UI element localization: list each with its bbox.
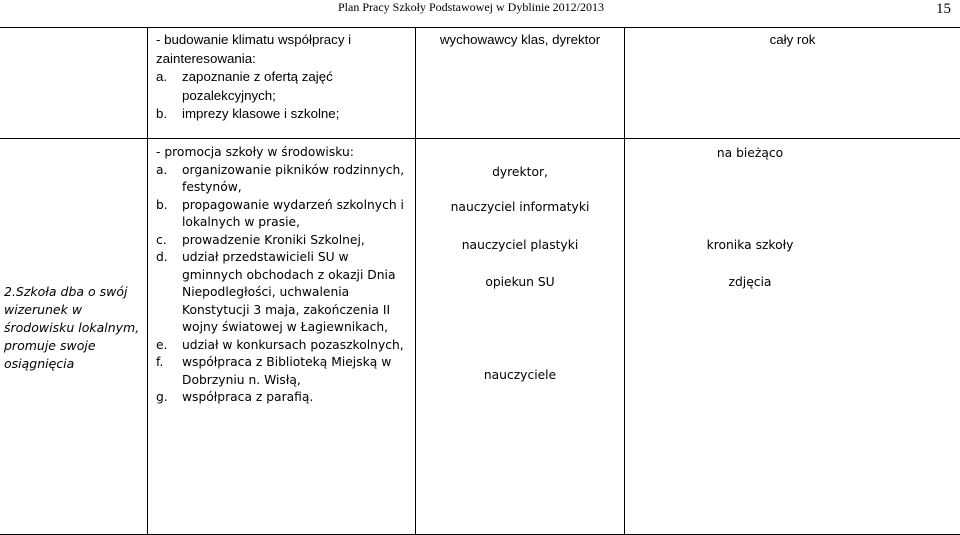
row1-task-intro: - budowanie klimatu współpracy i zainteresowania: bbox=[156, 32, 352, 66]
row1-term: cały rok bbox=[769, 32, 816, 47]
responsible-item: nauczyciel informatyki bbox=[450, 200, 590, 214]
responsible-item: nauczyciele bbox=[483, 368, 557, 382]
row2-tasks bbox=[156, 144, 412, 407]
row2-goal: 2.Szkoła dba o swój wizerunek w środowisku lokalnym, promuje swoje osiągnięcia bbox=[4, 284, 140, 371]
list-item: d. udział przedstawicieli SU w gminnych obchodach z okazji Dnia Niepodległości, uchwalenia Konstytucji 3 maja, zakończenia II wojny światowej w Łagiewnikach, bbox=[156, 250, 396, 334]
list-item: g. współpraca z parafią. bbox=[156, 390, 314, 404]
list-item: a. organizowanie pikników rodzinnych, festynów, bbox=[156, 162, 405, 194]
list-item: c. prowadzenie Kroniki Szkolnej, bbox=[156, 232, 365, 247]
list-item: b. imprezy klasowe i szkolne; bbox=[156, 106, 340, 121]
term-item: kronika szkoły bbox=[706, 238, 794, 252]
row1-task-list bbox=[156, 68, 406, 124]
term-item: na bieżąco bbox=[716, 146, 784, 160]
row1-tasks bbox=[156, 31, 406, 124]
list-item: b. propagowanie wydarzeń szkolnych i lokalnych w prasie, bbox=[156, 197, 404, 229]
table-top-border bbox=[0, 27, 960, 28]
list-item: e. udział w konkursach pozaszkolnych, bbox=[156, 337, 404, 352]
list-item: f. współpraca z Biblioteką Miejską w Dobrzyniu n. Wisłą, bbox=[156, 355, 392, 387]
row2-task-list bbox=[156, 162, 412, 407]
row-divider bbox=[0, 138, 960, 139]
responsible-item: dyrektor, bbox=[492, 165, 548, 179]
column-divider-1 bbox=[147, 27, 148, 534]
list-item: a. zapoznanie z ofertą zajęć pozalekcyjnych; bbox=[156, 69, 333, 103]
row1-responsible: wychowawcy klas, dyrektor bbox=[439, 32, 601, 47]
responsible-item: opiekun SU bbox=[485, 275, 555, 289]
row2-task-intro: - promocja szkoły w środowisku: bbox=[156, 145, 354, 159]
responsible-item: nauczyciel plastyki bbox=[461, 238, 579, 252]
document-title: Plan Pracy Szkoły Podstawowej w Dyblinie 2012/2013 bbox=[338, 0, 604, 14]
page-number: 15 bbox=[936, 1, 951, 17]
term-item: zdjęcia bbox=[728, 275, 772, 289]
